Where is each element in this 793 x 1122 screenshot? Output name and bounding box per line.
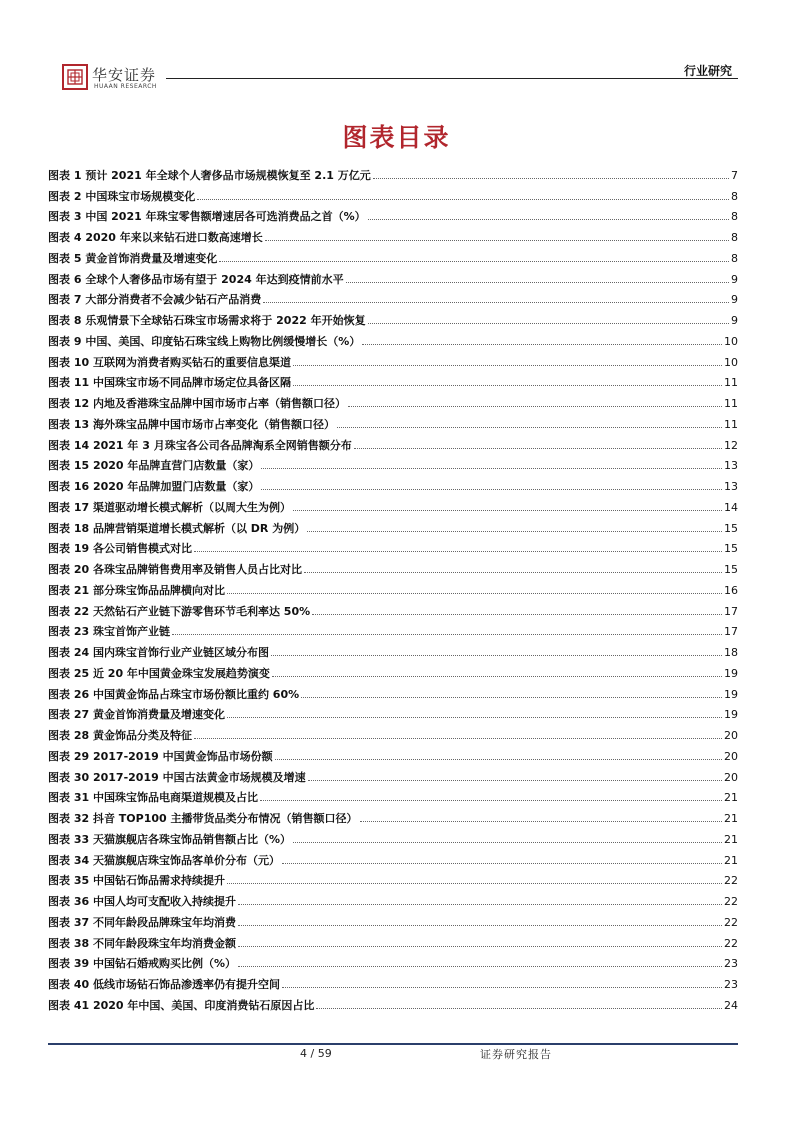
toc-entry[interactable] <box>48 265 738 286</box>
toc-entry-page[interactable]: 22 <box>724 895 738 908</box>
toc-entry-label[interactable]: 图表 4 2020 年来以来钻石进口数高速增长 <box>48 231 263 244</box>
toc-entry-label[interactable]: 图表 25 近 20 年中国黄金珠宝发展趋势演变 <box>48 666 270 680</box>
footer-rule <box>48 1043 738 1045</box>
toc-leader-dots <box>238 945 722 947</box>
toc-entry-page[interactable]: 21 <box>724 812 738 825</box>
toc-entry-label[interactable]: 图表 16 2020 年品牌加盟门店数量（家） <box>48 480 260 493</box>
toc-entry[interactable] <box>48 452 738 473</box>
toc-leader-dots <box>219 260 729 262</box>
toc-entry-label[interactable]: 图表 6 全球个人奢侈品市场有望于 2024 年达到疫情前水平 <box>48 272 344 286</box>
toc-entry-label[interactable]: 图表 15 2020 年品牌直营门店数量（家） <box>48 459 260 473</box>
toc-entry-label[interactable]: 图表 5 黄金首饰消费量及增速变化 <box>48 251 218 265</box>
toc-entry-page[interactable]: 8 <box>731 231 738 244</box>
toc-leader-dots <box>261 467 722 469</box>
toc-entry[interactable] <box>48 991 738 1012</box>
toc-entry-page[interactable]: 12 <box>724 438 738 452</box>
toc-entry[interactable] <box>48 638 738 659</box>
toc-entry[interactable] <box>48 970 738 991</box>
toc-entry-label[interactable]: 图表 18 品牌营销渠道增长模式解析（以 DR 为例） <box>48 521 306 535</box>
toc-entry[interactable] <box>48 348 738 369</box>
toc-entry-label[interactable]: 图表 22 天然钻石产业链下游零售环节毛利率达 50% <box>48 604 311 618</box>
toc-entry[interactable] <box>48 327 738 348</box>
toc-entry-page[interactable]: 11 <box>724 397 738 410</box>
toc-entry[interactable] <box>48 306 738 327</box>
toc-entry[interactable] <box>48 721 738 742</box>
toc-entry[interactable] <box>48 223 738 244</box>
toc-entry-page[interactable]: 18 <box>724 646 738 659</box>
toc-leader-dots <box>227 716 722 718</box>
toc-entry[interactable] <box>48 742 738 763</box>
toc-entry-page[interactable]: 15 <box>724 521 738 535</box>
toc-entry-page[interactable]: 8 <box>731 189 738 203</box>
toc-leader-dots <box>261 488 722 490</box>
logo-subtitle: HUAAN RESEARCH <box>94 83 157 90</box>
toc-entry-page[interactable]: 10 <box>724 334 738 348</box>
toc-entry-label[interactable]: 图表 10 互联网为消费者购买钻石的重要信息渠道 <box>48 355 291 369</box>
toc-entry-label[interactable]: 图表 8 乐观情景下全球钻石珠宝市场需求将于 2022 年开始恢复 <box>48 314 366 327</box>
toc-leader-dots <box>362 343 722 345</box>
toc-leader-dots <box>227 882 722 884</box>
toc-entry-label[interactable]: 图表 2 中国珠宝市场规模变化 <box>48 189 196 203</box>
toc-entry-page[interactable]: 20 <box>724 729 738 742</box>
toc-entry[interactable] <box>48 410 738 431</box>
toc-entry-page[interactable]: 19 <box>724 666 738 680</box>
toc-entry[interactable] <box>48 763 738 784</box>
toc-entry-page[interactable]: 19 <box>724 708 738 722</box>
toc-entry-label[interactable]: 图表 21 部分珠宝饰品品牌横向对比 <box>48 583 225 597</box>
toc-leader-dots <box>293 364 722 366</box>
toc-entry[interactable] <box>48 804 738 825</box>
toc-leader-dots <box>238 924 722 926</box>
toc-entry-label[interactable]: 图表 28 黄金饰品分类及特征 <box>48 729 192 742</box>
toc-leader-dots <box>227 592 722 594</box>
toc-entry[interactable] <box>48 618 738 639</box>
section-label: 行业研究 <box>683 64 732 78</box>
toc-entry[interactable] <box>48 514 738 535</box>
toc-entry-page[interactable]: 20 <box>724 770 738 784</box>
toc-entry-label[interactable]: 图表 35 中国钻石饰品需求持续提升 <box>48 874 225 888</box>
page-title: 图表目录 <box>342 123 451 152</box>
toc-entry[interactable] <box>48 784 738 805</box>
toc-leader-dots <box>263 301 729 303</box>
toc-entry-page[interactable]: 19 <box>724 687 738 701</box>
toc-leader-dots <box>293 841 722 843</box>
toc-entry[interactable] <box>48 825 738 846</box>
toc-leader-dots <box>354 447 722 449</box>
toc-leader-dots <box>360 820 722 822</box>
toc-leader-dots <box>304 571 722 573</box>
toc-entry-page[interactable]: 8 <box>731 210 738 224</box>
toc-leader-dots <box>301 696 722 698</box>
toc-entry-page[interactable]: 21 <box>724 791 738 805</box>
toc-entry-label[interactable]: 图表 1 预计 2021 年全球个人奢侈品市场规模恢复至 2.1 万亿元 <box>48 168 371 182</box>
toc-entry-page[interactable]: 14 <box>724 500 738 514</box>
table-of-figures <box>48 161 738 1012</box>
toc-entry[interactable] <box>48 203 738 224</box>
toc-entry-page[interactable]: 10 <box>724 355 738 369</box>
toc-entry[interactable] <box>48 846 738 867</box>
toc-entry-page[interactable]: 17 <box>724 625 738 639</box>
page-header <box>48 62 738 94</box>
toc-entry-page[interactable]: 7 <box>731 168 738 182</box>
toc-entry-page[interactable]: 20 <box>724 749 738 763</box>
toc-entry[interactable] <box>48 535 738 556</box>
page-number: 4 / 59 <box>300 1047 332 1060</box>
toc-entry[interactable] <box>48 576 738 597</box>
toc-entry-label[interactable]: 图表 29 2017-2019 中国黄金饰品市场份额 <box>48 749 273 763</box>
toc-entry-label[interactable]: 图表 37 不同年龄段品牌珠宝年均消费 <box>48 915 236 929</box>
toc-leader-dots <box>373 177 729 179</box>
toc-leader-dots <box>238 965 722 967</box>
toc-entry[interactable] <box>48 659 738 680</box>
toc-entry-page[interactable]: 15 <box>724 563 738 576</box>
toc-entry-label[interactable]: 图表 31 中国珠宝饰品电商渠道规模及占比 <box>48 791 258 805</box>
toc-leader-dots <box>282 862 722 864</box>
toc-leader-dots <box>271 654 722 656</box>
toc-leader-dots <box>172 633 722 635</box>
toc-entry[interactable] <box>48 680 738 701</box>
toc-entry-page[interactable]: 17 <box>724 604 738 618</box>
toc-leader-dots <box>348 405 722 407</box>
toc-entry-page[interactable]: 13 <box>724 480 738 493</box>
toc-entry[interactable] <box>48 472 738 493</box>
toc-leader-dots <box>308 779 722 781</box>
toc-entry-page[interactable]: 16 <box>724 583 738 597</box>
toc-entry-label[interactable]: 图表 20 各珠宝品牌销售费用率及销售人员占比对比 <box>48 563 302 576</box>
toc-leader-dots <box>197 198 729 200</box>
toc-leader-dots <box>337 426 722 428</box>
toc-entry-page[interactable]: 9 <box>731 293 738 307</box>
logo-name: 华安证券 <box>92 66 157 84</box>
toc-entry[interactable] <box>48 161 738 182</box>
toc-entry[interactable] <box>48 908 738 929</box>
toc-entry-label[interactable]: 图表 40 低线市场钻石饰品渗透率仍有提升空间 <box>48 978 280 991</box>
toc-entry-page[interactable]: 13 <box>724 459 738 473</box>
toc-entry-page[interactable]: 22 <box>724 936 738 950</box>
toc-entry[interactable] <box>48 286 738 307</box>
toc-entry[interactable] <box>48 950 738 971</box>
toc-leader-dots <box>316 1007 722 1009</box>
toc-entry[interactable] <box>48 493 738 514</box>
toc-leader-dots <box>194 737 722 739</box>
toc-entry-page[interactable]: 22 <box>724 915 738 929</box>
toc-entry-label[interactable]: 图表 12 内地及香港珠宝品牌中国市场市占率（销售额口径） <box>48 397 346 410</box>
toc-entry-label[interactable]: 图表 32 抖音 TOP100 主播带货品类分布情况（销售额口径） <box>48 812 358 825</box>
toc-leader-dots <box>275 758 722 760</box>
toc-entry-label[interactable]: 图表 24 国内珠宝首饰行业产业链区域分布图 <box>48 646 269 659</box>
toc-entry-label[interactable]: 图表 26 中国黄金饰品占珠宝市场份额比重约 60% <box>48 687 300 701</box>
toc-entry[interactable] <box>48 244 738 265</box>
toc-entry-label[interactable]: 图表 14 2021 年 3 月珠宝各公司各品牌淘系全网销售额分布 <box>48 438 352 452</box>
toc-leader-dots <box>194 550 722 552</box>
toc-entry[interactable] <box>48 701 738 722</box>
toc-leader-dots <box>368 322 729 324</box>
toc-leader-dots <box>265 239 729 241</box>
toc-entry-label[interactable]: 图表 38 不同年龄段珠宝年均消费金额 <box>48 936 236 950</box>
toc-entry-page[interactable]: 21 <box>724 853 738 867</box>
toc-entry-page[interactable]: 9 <box>731 314 738 327</box>
toc-entry[interactable] <box>48 182 738 203</box>
toc-entry-label[interactable]: 图表 39 中国钻石婚戒购买比例（%） <box>48 957 236 971</box>
toc-entry-label[interactable]: 图表 3 中国 2021 年珠宝零售额增速居各可选消费品之首（%） <box>48 210 366 224</box>
toc-entry[interactable] <box>48 867 738 888</box>
toc-entry[interactable] <box>48 431 738 452</box>
toc-entry-label[interactable]: 图表 33 天猫旗舰店各珠宝饰品销售额占比（%） <box>48 832 291 846</box>
toc-entry-label[interactable]: 图表 9 中国、美国、印度钻石珠宝线上购物比例缓慢增长（%） <box>48 334 361 348</box>
toc-entry-label[interactable]: 图表 7 大部分消费者不会减少钻石产品消费 <box>48 293 262 307</box>
toc-entry-label[interactable]: 图表 23 珠宝首饰产业链 <box>48 625 170 639</box>
toc-leader-dots <box>260 799 722 801</box>
toc-leader-dots <box>238 903 722 905</box>
toc-entry-page[interactable]: 24 <box>724 998 738 1012</box>
toc-entry-label[interactable]: 图表 41 2020 年中国、美国、印度消费钻石原因占比 <box>48 998 315 1012</box>
toc-leader-dots <box>368 218 729 220</box>
logo-emblem <box>62 64 88 90</box>
toc-entry[interactable] <box>48 929 738 950</box>
logo-icon <box>66 68 84 86</box>
toc-entry-label[interactable]: 图表 13 海外珠宝品牌中国市场市占率变化（销售额口径） <box>48 417 335 431</box>
toc-entry-label[interactable]: 图表 19 各公司销售模式对比 <box>48 542 192 556</box>
toc-leader-dots <box>293 384 722 386</box>
toc-entry-page[interactable]: 23 <box>724 978 738 991</box>
toc-entry-page[interactable]: 11 <box>724 376 738 390</box>
toc-entry-label[interactable]: 图表 11 中国珠宝市场不同品牌市场定位具备区隔 <box>48 376 291 390</box>
toc-entry[interactable] <box>48 597 738 618</box>
toc-entry[interactable] <box>48 555 738 576</box>
header-rule <box>166 78 738 79</box>
toc-entry-page[interactable]: 11 <box>724 417 738 431</box>
toc-entry-label[interactable]: 图表 34 天猫旗舰店珠宝饰品客单价分布（元） <box>48 853 280 867</box>
toc-leader-dots <box>346 281 729 283</box>
toc-entry[interactable] <box>48 389 738 410</box>
toc-entry-label[interactable]: 图表 27 黄金首饰消费量及增速变化 <box>48 708 225 722</box>
toc-entry[interactable] <box>48 887 738 908</box>
toc-entry-label[interactable]: 图表 30 2017-2019 中国古法黄金市场规模及增速 <box>48 770 306 784</box>
toc-entry-page[interactable]: 8 <box>731 251 738 265</box>
toc-entry[interactable] <box>48 369 738 390</box>
toc-entry-label[interactable]: 图表 36 中国人均可支配收入持续提升 <box>48 895 236 908</box>
toc-entry-page[interactable]: 21 <box>724 832 738 846</box>
toc-leader-dots <box>293 509 722 511</box>
toc-entry-page[interactable]: 9 <box>731 272 738 286</box>
toc-leader-dots <box>312 613 722 615</box>
toc-leader-dots <box>282 986 722 988</box>
toc-entry-page[interactable]: 22 <box>724 874 738 888</box>
toc-leader-dots <box>272 675 722 677</box>
toc-entry-page[interactable]: 23 <box>724 957 738 971</box>
footer-note: 证券研究报告 <box>480 1048 552 1061</box>
toc-entry-label[interactable]: 图表 17 渠道驱动增长模式解析（以周大生为例） <box>48 500 291 514</box>
toc-entry-page[interactable]: 15 <box>724 542 738 556</box>
toc-leader-dots <box>307 530 722 532</box>
